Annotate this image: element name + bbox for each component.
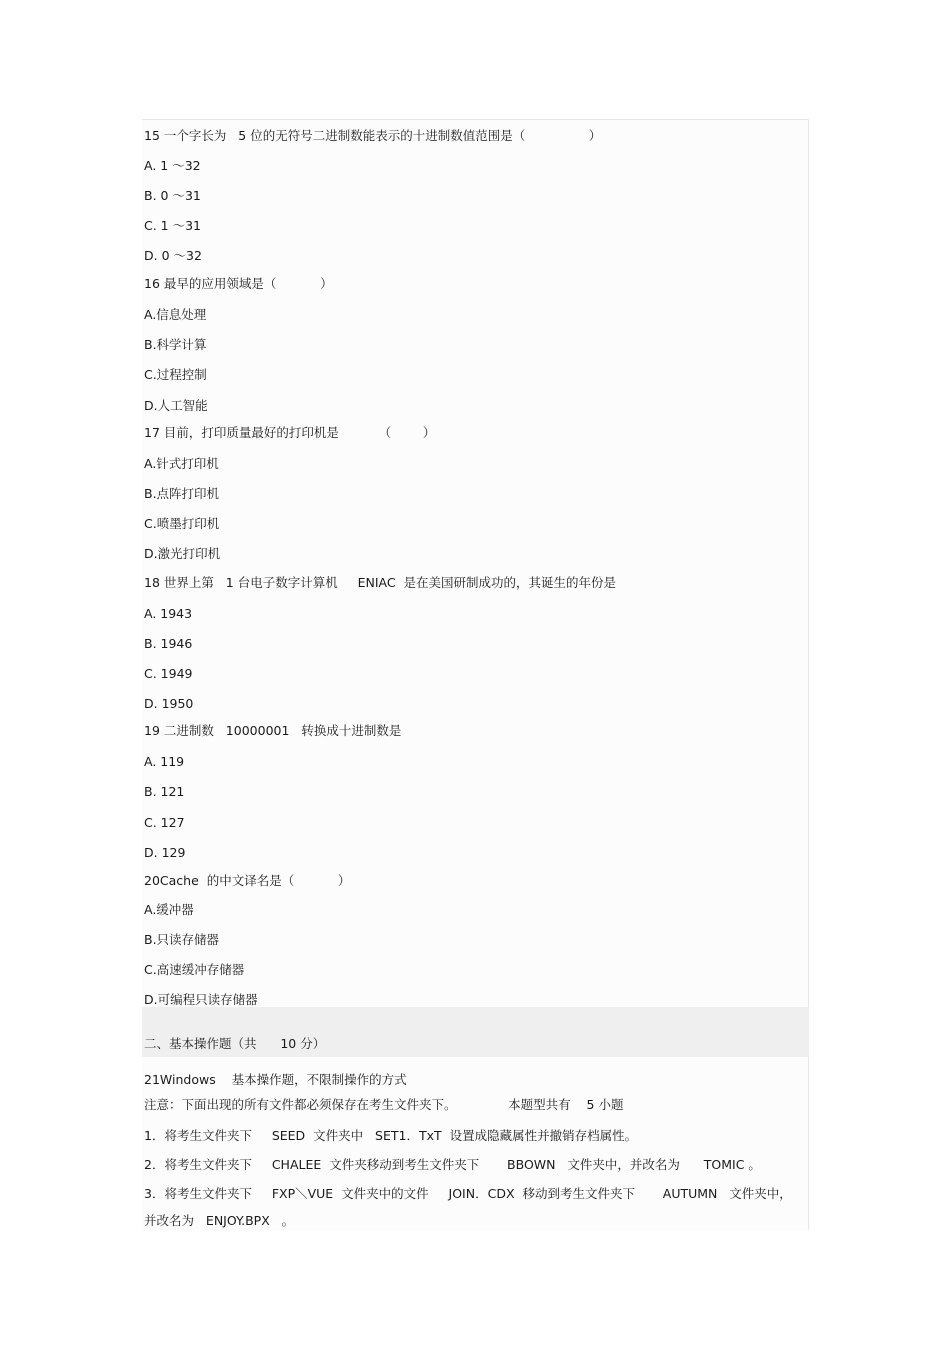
question-20-option-d: D.可编程只读存储器	[144, 992, 258, 1007]
section-2-title: 二、基本操作题（共 10 分）	[144, 1036, 326, 1051]
question-15-option-c: C. 1 ～31	[144, 218, 202, 233]
question-16-stem: 16 最早的应用领域是（ ）	[144, 276, 333, 291]
question-17-stem: 17 目前，打印质量最好的打印机是 （ ）	[144, 425, 436, 440]
question-21-item-3: 3．将考生文件夹下 FXP＼VUE 文件夹中的文件 JOIN．CDX 移动到考生文件夹下 AUTUMN 文件夹中，	[144, 1186, 792, 1201]
question-16-option-a: A.信息处理	[144, 307, 207, 322]
question-16-option-b: B.科学计算	[144, 337, 207, 352]
question-16-option-d: D.人工智能	[144, 398, 208, 413]
question-18-stem: 18 世界上第 1 台电子数字计算机 ENIAC 是在美国研制成功的，其诞生的年份是	[144, 575, 617, 590]
question-20-option-b: B.只读存储器	[144, 932, 220, 947]
question-19-option-b: B. 121	[144, 784, 185, 799]
question-16-option-c: C.过程控制	[144, 367, 207, 382]
question-17-option-a: A.针式打印机	[144, 456, 219, 471]
question-17-option-b: B.点阵打印机	[144, 486, 220, 501]
question-20-stem: 20Cache 的中文译名是（ ）	[144, 873, 351, 888]
question-20-option-c: C.高速缓冲存储器	[144, 962, 245, 977]
question-15-option-d: D. 0 ～32	[144, 248, 202, 263]
question-18-option-a: A. 1943	[144, 606, 193, 621]
question-20-option-a: A.缓冲器	[144, 902, 194, 917]
question-15-option-a: A. 1 ～32	[144, 158, 201, 173]
question-17-option-d: D.激光打印机	[144, 546, 221, 561]
question-21-item-2: 2．将考生文件夹下 CHALEE 文件夹移动到考生文件夹下 BBOWN 文件夹中，并改名为 TOMIC 。	[144, 1157, 761, 1172]
question-18-option-d: D. 1950	[144, 696, 194, 711]
question-21-note: 注意：下面出现的所有文件都必须保存在考生文件夹下。 本题型共有 5 小题	[144, 1097, 624, 1112]
question-19-stem: 19 二进制数 10000001 转换成十进制数是	[144, 723, 402, 738]
question-21-title: 21Windows 基本操作题，不限制操作的方式	[144, 1072, 407, 1087]
question-19-option-d: D. 129	[144, 845, 186, 860]
question-15-stem: 15 一个字长为 5 位的无符号二进制数能表示的十进制数值范围是（ ）	[144, 128, 602, 143]
question-19-option-a: A. 119	[144, 754, 185, 769]
question-15-option-b: B. 0 ～31	[144, 188, 201, 203]
question-21-item-3-continued: 并改名为 ENJOY.BPX 。	[144, 1213, 295, 1228]
question-18-option-b: B. 1946	[144, 636, 193, 651]
question-18-option-c: C. 1949	[144, 666, 193, 681]
question-19-option-c: C. 127	[144, 815, 185, 830]
question-17-option-c: C.喷墨打印机	[144, 516, 220, 531]
question-21-item-1: 1．将考生文件夹下 SEED 文件夹中 SET1．TxT 设置成隐藏属性并撤销存档属性。	[144, 1128, 638, 1143]
